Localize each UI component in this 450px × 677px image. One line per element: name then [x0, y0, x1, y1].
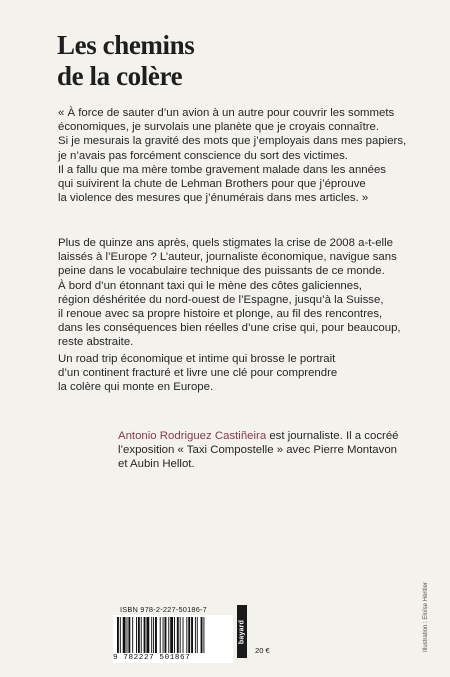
barcode-bar [197, 617, 198, 653]
pitch-line: d’un continent fracturé et livre une clé pour comprendre [58, 367, 338, 380]
barcode-bar [127, 617, 128, 653]
barcode-bar [170, 617, 173, 653]
summary-line: Plus de quinze ans après, quels stigmates la crise de 2008 a-t-elle [58, 237, 393, 249]
publisher-logo-text: bayard [238, 619, 246, 644]
barcode-bar [201, 617, 203, 653]
quote-line: la violence des mesures que j’énumérais dans mes articles. » [58, 192, 369, 205]
barcode-bar [180, 617, 181, 653]
barcode-bar [160, 617, 161, 653]
summary-line: peine dans le vocabulaire technique des puissants de ce monde. [58, 265, 385, 278]
barcode-bar [141, 617, 142, 653]
barcode-bar [174, 617, 175, 653]
summary-line: il renoue avec sa propre histoire et plonge, au fil des rencontres, [58, 308, 383, 321]
isbn-label: ISBN 978-2-227-50186-7 [120, 605, 207, 614]
barcode-bar [138, 617, 140, 653]
pitch-paragraph [58, 352, 337, 395]
author-bio-line-1 [118, 429, 399, 443]
barcode-bar [155, 617, 157, 653]
author-name: Antonio Rodriguez Castiñeira [118, 430, 267, 442]
book-title-line-2: de la colère [57, 61, 183, 91]
barcode-bars [113, 615, 233, 655]
barcode-bar [117, 617, 119, 653]
barcode-bar [191, 617, 193, 653]
book-title [57, 30, 194, 92]
barcode-bar [163, 617, 164, 653]
summary-line: À bord d’un étonnant taxi qui le mène des côtes galiciennes, [58, 279, 362, 292]
barcode-bar [146, 617, 149, 653]
barcode-bar [186, 617, 187, 653]
barcode-bar [132, 617, 133, 653]
barcode-bar [136, 617, 137, 653]
quote-line: qui suivirent la chute de Lehman Brothers pour que j’éprouve [58, 178, 366, 191]
summary-line: région déshéritée du nord-ouest de l’Espagne, jusqu’à la Suisse, [58, 293, 384, 306]
barcode-bar [153, 617, 154, 653]
barcode-bar [195, 617, 196, 653]
book-title-line-1: Les chemins [57, 30, 195, 60]
barcode-bar [128, 617, 130, 653]
quote-line: Il a fallu que ma mère tombe gravement malade dans les années [58, 163, 386, 176]
author-bio [118, 429, 399, 472]
quote-paragraph [58, 106, 406, 205]
quote-line: je n’avais pas forcément conscience du sort des victimes. [58, 149, 348, 162]
barcode-bar [151, 617, 152, 653]
barcode-bar [123, 617, 126, 653]
barcode-bar [120, 617, 121, 653]
barcode-bar [177, 617, 179, 653]
barcode-bar [183, 617, 184, 653]
author-bio-intro: est journaliste. Il a cocréé [266, 430, 399, 442]
summary-line: dans les conséquences bien réelles d’une crise qui, pour beaucoup, [58, 322, 401, 335]
price-label: 20 € [255, 646, 270, 655]
author-bio-line-3: et Aubin Hellot. [118, 458, 195, 471]
illustration-credit: Illustration : Eloïse Héritier [423, 581, 429, 653]
barcode-digits: 9 782227 501867 [113, 654, 233, 663]
barcode-bar [188, 617, 190, 653]
pitch-line: Un road trip économique et intime qui brosse le portrait [58, 353, 336, 365]
summary-line: reste abstraite. [58, 336, 134, 349]
barcode-bar [203, 617, 204, 653]
barcode-bar [165, 617, 167, 653]
barcode-bar [144, 617, 146, 653]
barcode-bar [168, 617, 169, 653]
quote-line: économiques, je survolais une planète que je croyais connaître. [58, 121, 380, 134]
summary-paragraph [58, 236, 401, 350]
quote-line: « À force de sauter d’un avion à un autre pour couvrir les sommets [58, 107, 395, 119]
author-bio-line-2: l’exposition « Taxi Compostelle » avec Pierre Montavon [118, 444, 398, 457]
publisher-logo [237, 605, 247, 658]
pitch-line: la colère qui monte en Europe. [58, 381, 214, 394]
summary-line: laissés à l’Europe ? L’auteur, journaliste économique, navigue sans [58, 251, 397, 264]
quote-line: Si je mesurais la gravité des mots que j’employais dans mes papiers, [58, 135, 407, 148]
